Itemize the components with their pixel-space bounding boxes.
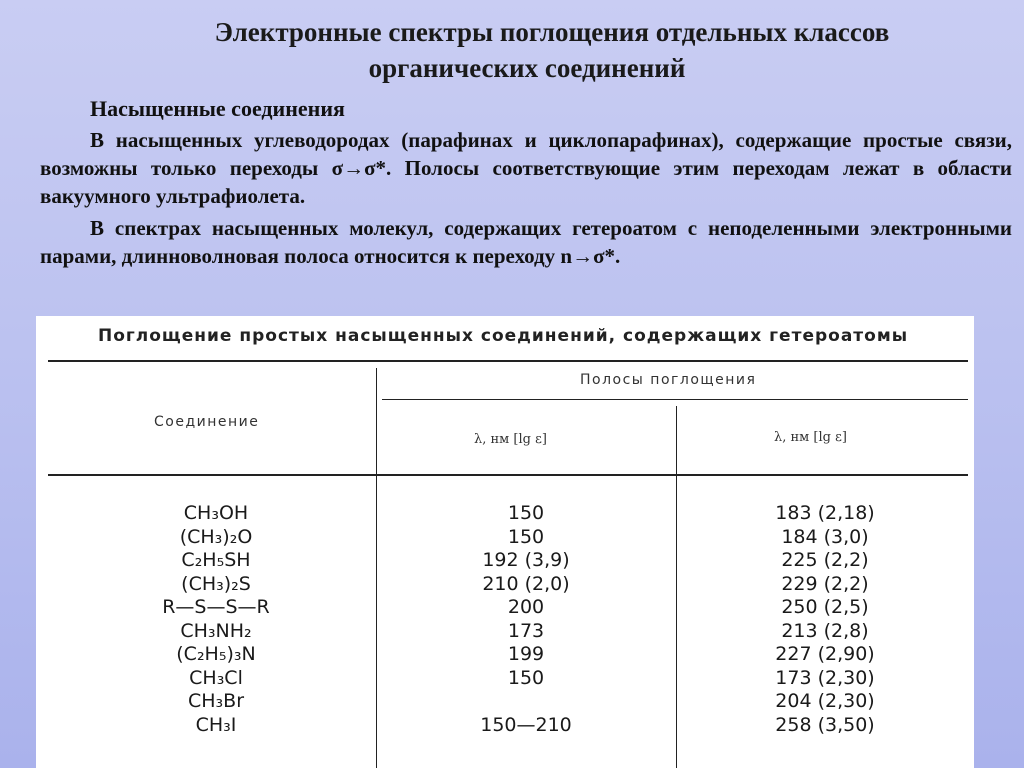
- cell-band-1: 200: [507, 596, 545, 618]
- cell-band-1: 199: [507, 643, 545, 665]
- cell-band-2: 213 (2,8): [781, 619, 869, 642]
- table-row: [36, 549, 974, 573]
- cell-compound: CH₃I: [195, 713, 237, 736]
- table-row: [36, 502, 974, 526]
- table-bands-rule: [382, 399, 968, 400]
- cell-band-2: 258 (3,50): [775, 713, 875, 736]
- absorption-table: [36, 316, 974, 768]
- table-row: [36, 620, 974, 644]
- header-absorption-bands: Полосы поглощения: [580, 372, 757, 388]
- cell-band-2: 227 (2,90): [775, 643, 875, 665]
- cell-band-2: 250 (2,5): [781, 596, 869, 618]
- slide-title-line-1: Электронные спектры поглощения отдельных классов: [214, 17, 890, 47]
- cell-band-1: 192 (3,9): [482, 549, 570, 571]
- table-row: [36, 526, 974, 550]
- cell-compound: CH₃Cl: [189, 666, 243, 689]
- table-row: [36, 573, 974, 597]
- header-band-2: λ, нм [lg ε]: [774, 430, 847, 445]
- body-text: [40, 126, 1012, 274]
- cell-band-1: 150—210: [480, 713, 572, 736]
- cell-band-1: 210 (2,0): [482, 572, 570, 595]
- paragraph-saturated-hydrocarbons: В насыщенных углеводородах (парафинах и циклопарафинах), содержащие простые связи, возможны только переходы σ→σ*. Полосы соответствующие этим переходам лежат в области вакуумного ультрафиолета.: [40, 128, 1012, 208]
- cell-compound: (CH₃)₂S: [181, 572, 251, 595]
- cell-compound: (CH₃)₂O: [179, 525, 253, 548]
- cell-band-1: 150: [507, 666, 545, 689]
- paragraph-heteroatom-molecules: В спектрах насыщенных молекул, содержащих гетероатом с неподеленными электронными парами, длинноволновая полоса относится к переходу n→σ*.: [40, 216, 1012, 268]
- table-caption: Поглощение простых насыщенных соединений, содержащих гетероатомы: [98, 326, 909, 346]
- cell-band-1: 150: [507, 525, 545, 548]
- slide-title-line-2: органических соединений: [368, 53, 686, 83]
- cell-compound: R—S—S—R: [162, 596, 270, 618]
- slide-title: [0, 14, 1024, 86]
- table-row: [36, 667, 974, 691]
- table-row: [36, 596, 974, 620]
- header-band-1: λ, нм [lg ε]: [474, 432, 547, 447]
- cell-band-1: 150: [507, 502, 545, 524]
- table-row: [36, 643, 974, 667]
- cell-compound: CH₃OH: [183, 502, 249, 524]
- cell-compound: CH₃NH₂: [180, 619, 252, 642]
- cell-band-2: 204 (2,30): [775, 690, 875, 712]
- table-top-rule: [48, 360, 968, 362]
- header-compound: Соединение: [154, 414, 260, 430]
- table-row: [36, 690, 974, 714]
- table-row: [36, 714, 974, 738]
- cell-band-2: 184 (3,0): [781, 525, 869, 548]
- cell-band-2: 229 (2,2): [781, 572, 869, 595]
- cell-band-2: 173 (2,30): [775, 666, 875, 689]
- cell-band-1: 173: [507, 619, 545, 642]
- cell-band-2: 225 (2,2): [781, 549, 869, 571]
- table-header-rule: [48, 474, 968, 476]
- cell-compound: C₂H₅SH: [181, 549, 251, 571]
- cell-compound: CH₃Br: [187, 690, 245, 712]
- cell-compound: (C₂H₅)₃N: [176, 643, 256, 665]
- cell-band-2: 183 (2,18): [775, 502, 875, 524]
- section-subheading: Насыщенные соединения: [90, 96, 345, 121]
